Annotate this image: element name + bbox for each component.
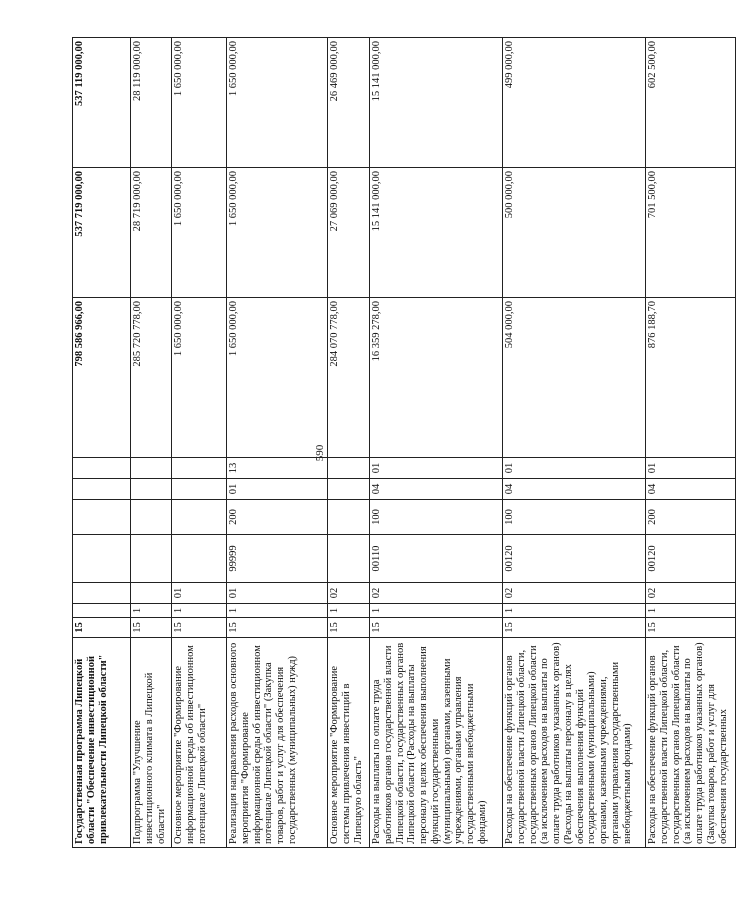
code-direction-cell: 00120	[646, 535, 736, 583]
amount-year3-cell: 537 119 000,00	[73, 38, 131, 168]
code-section-cell	[328, 479, 370, 500]
code-subprogram-cell: 1	[131, 604, 172, 618]
amount-year1-cell: 285 720 778,00	[131, 298, 172, 458]
amount-year2-cell: 500 000,00	[503, 168, 646, 298]
amount-year2-cell: 537 719 000,00	[73, 168, 131, 298]
code-gp-cell: 15	[131, 618, 172, 638]
code-gp-cell: 15	[227, 618, 328, 638]
row-name-cell: Основное мероприятие "Формирование системы привлечения инвестиций в Липецкую область"	[328, 638, 370, 848]
amount-year1-cell: 16 359 278,00	[370, 298, 503, 458]
code-subsection-cell	[73, 458, 131, 479]
amount-year3-cell: 26 469 000,00	[328, 38, 370, 168]
amount-year1-cell: 876 188,70	[646, 298, 736, 458]
code-direction-cell: 00120	[503, 535, 646, 583]
amount-year3-cell: 28 119 000,00	[131, 38, 172, 168]
amount-year3-cell: 1 650 000,00	[172, 38, 227, 168]
amount-year1-cell: 1 650 000,00	[172, 298, 227, 458]
row-name-cell: Реализация направления расходов основного мероприятия "Формирование информационной среды об инвестиционном потенциале Липецкой области" (Закупка товаров, работ и услуг для обеспечения государственных (муниципальных) нужд)	[227, 638, 328, 848]
amount-year1-cell: 1 650 000,00	[227, 298, 328, 458]
code-expense-type-cell: 100	[503, 500, 646, 535]
code-section-cell	[172, 479, 227, 500]
code-event-cell	[131, 583, 172, 604]
code-event-cell: 02	[503, 583, 646, 604]
code-event-cell	[73, 583, 131, 604]
amount-year1-cell: 284 070 778,00	[328, 298, 370, 458]
code-expense-type-cell: 200	[227, 500, 328, 535]
amount-year2-cell: 1 650 000,00	[227, 168, 328, 298]
amount-year3-cell: 499 000,00	[503, 38, 646, 168]
code-subprogram-cell: 1	[172, 604, 227, 618]
code-event-cell: 01	[172, 583, 227, 604]
code-event-cell: 02	[370, 583, 503, 604]
code-direction-cell: 00110	[370, 535, 503, 583]
code-subprogram-cell: 1	[227, 604, 328, 618]
table-row	[172, 38, 227, 848]
code-section-cell: 04	[646, 479, 736, 500]
code-subsection-cell: 01	[646, 458, 736, 479]
table-row	[503, 38, 646, 848]
budget-table	[72, 37, 736, 848]
code-gp-cell: 15	[503, 618, 646, 638]
code-subsection-cell: 01	[370, 458, 503, 479]
amount-year2-cell: 27 069 000,00	[328, 168, 370, 298]
code-gp-cell: 15	[328, 618, 370, 638]
code-section-cell: 04	[503, 479, 646, 500]
code-expense-type-cell	[172, 500, 227, 535]
table-row	[73, 38, 131, 848]
rotated-table-container	[72, 38, 729, 848]
amount-year3-cell: 1 650 000,00	[227, 38, 328, 168]
rotated-table-frame	[72, 38, 729, 848]
code-direction-cell: 99999	[227, 535, 328, 583]
code-event-cell: 02	[328, 583, 370, 604]
code-subprogram-cell: 1	[503, 604, 646, 618]
table-row	[328, 38, 370, 848]
code-subprogram-cell: 1	[646, 604, 736, 618]
code-subsection-cell: 13	[227, 458, 328, 479]
code-expense-type-cell	[328, 500, 370, 535]
code-direction-cell	[328, 535, 370, 583]
code-subsection-cell	[172, 458, 227, 479]
code-direction-cell	[172, 535, 227, 583]
code-subsection-cell	[131, 458, 172, 479]
amount-year2-cell: 1 650 000,00	[172, 168, 227, 298]
code-expense-type-cell: 200	[646, 500, 736, 535]
code-section-cell: 01	[227, 479, 328, 500]
table-row	[646, 38, 736, 848]
row-name-cell: Основное мероприятие "Формирование информационной среды об инвестиционном потенциале Липецкой области"	[172, 638, 227, 848]
code-event-cell: 01	[227, 583, 328, 604]
row-name-cell: Подпрограмма "Улучшение инвестиционного климата в Липецкой области"	[131, 638, 172, 848]
table-row	[370, 38, 503, 848]
code-event-cell: 02	[646, 583, 736, 604]
amount-year2-cell: 28 719 000,00	[131, 168, 172, 298]
code-gp-cell: 15	[172, 618, 227, 638]
code-gp-cell: 15	[646, 618, 736, 638]
code-section-cell	[131, 479, 172, 500]
table-row	[131, 38, 172, 848]
row-name-cell: Расходы на обеспечение функций органов государственной власти Липецкой области, государственных органов Липецкой области (за исключением расходов на выплаты по оплате труда работников указанных органов) (Закупка товаров, работ и услуг для обеспечения государственных	[646, 638, 736, 848]
code-subprogram-cell	[73, 604, 131, 618]
row-name-cell: Расходы на обеспечение функций органов государственной власти Липецкой области, государственных органов Липецкой области (за исключением расходов на выплаты по оплате труда работников указанных органов) (Расходы на выплаты персоналу в целях обеспечения выполнения функций государственными (муниципальными) органами, казенными учреждениями, органами управления государственными внебюджетными фондами)	[503, 638, 646, 848]
code-direction-cell	[73, 535, 131, 583]
row-name-cell: Государственная программа Липецкой области "Обеспечение инвестиционной привлекательности Липецкой области"	[73, 638, 131, 848]
code-subsection-cell	[328, 458, 370, 479]
amount-year1-cell: 798 586 966,00	[73, 298, 131, 458]
code-section-cell: 04	[370, 479, 503, 500]
code-expense-type-cell: 100	[370, 500, 503, 535]
code-direction-cell	[131, 535, 172, 583]
amount-year2-cell: 701 500,00	[646, 168, 736, 298]
code-gp-cell: 15	[370, 618, 503, 638]
code-expense-type-cell	[73, 500, 131, 535]
code-subsection-cell: 01	[503, 458, 646, 479]
code-expense-type-cell	[131, 500, 172, 535]
code-section-cell	[73, 479, 131, 500]
amount-year2-cell: 15 141 000,00	[370, 168, 503, 298]
code-subprogram-cell: 1	[328, 604, 370, 618]
amount-year3-cell: 602 500,00	[646, 38, 736, 168]
code-subprogram-cell: 1	[370, 604, 503, 618]
amount-year1-cell: 504 000,00	[503, 298, 646, 458]
code-gp-cell: 15	[73, 618, 131, 638]
page-number: 590	[314, 444, 326, 462]
table-row	[227, 38, 328, 848]
amount-year3-cell: 15 141 000,00	[370, 38, 503, 168]
row-name-cell: Расходы на выплаты по оплате труда работников органов государственной власти Липецкой области, государственных органов Липецкой области (Расходы на выплаты персоналу в целях обеспечения выполнения функций государственными (муниципальными) органами, казенными учреждениями, органами управления государственными внебюджетными фондами)	[370, 638, 503, 848]
